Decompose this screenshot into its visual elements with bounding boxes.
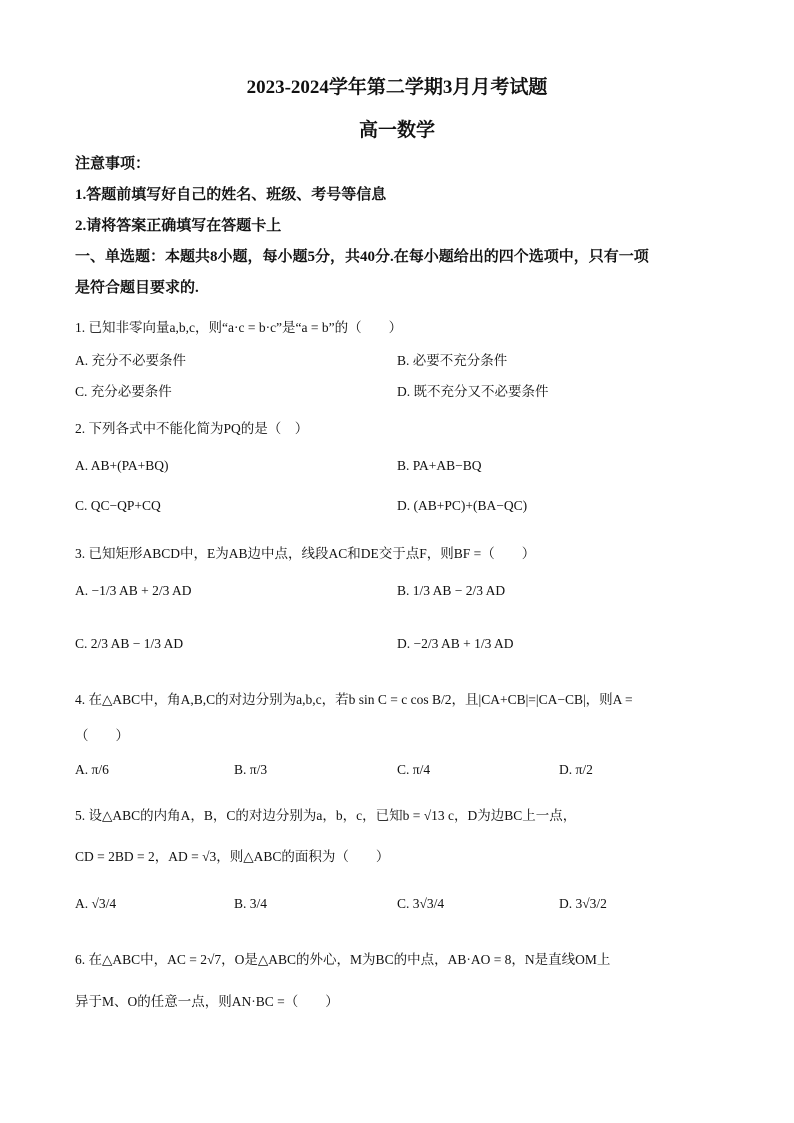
question-6-stem: 6. 在△ABC中，AC = 2√7，O是△ABC的外心，M为BC的中点，AB·AO = 8，N是直线OM上 (75, 952, 611, 967)
question-1-option-a: A. 充分不必要条件 (75, 353, 186, 368)
question-2-option-a: A. AB+(PA+BQ) (75, 458, 169, 473)
question-2-option-d: D. (AB+PC)+(BA−QC) (397, 498, 528, 513)
question-4-stem-cont: （ ） (75, 728, 129, 743)
question-1-option-c: C. 充分必要条件 (75, 384, 172, 399)
question-4-option-a: A. π/6 (75, 762, 109, 777)
notes-heading: 注意事项： (75, 156, 151, 172)
question-5-stem-cont: CD = 2BD = 2，AD = √3，则△ABC的面积为（ ） (75, 849, 390, 864)
question-5-stem: 5. 设△ABC的内角A，B，C的对边分别为a，b，c，已知b = √13 c，D为边BC上一点， (75, 808, 577, 823)
question-2-option-c: C. QC−QP+CQ (75, 498, 161, 513)
notes-item-1: 1.答题前填写好自己的姓名、班级、考号等信息 (75, 187, 387, 203)
question-5-option-c: C. 3√3/4 (397, 896, 445, 911)
exam-subject: 高一数学 (358, 120, 435, 141)
exam-title: 2023-2024学年第二学期3月月考试题 (246, 77, 548, 98)
question-3-option-b: B. 1/3 AB − 2/3 AD (397, 583, 506, 598)
question-3-option-d: D. −2/3 AB + 1/3 AD (397, 636, 514, 651)
section-instructions-line2: 是符合题目要求的. (75, 280, 199, 296)
question-3-option-a: A. −1/3 AB + 2/3 AD (75, 583, 192, 598)
question-4-option-b: B. π/3 (234, 762, 268, 777)
question-2-option-b: B. PA+AB−BQ (397, 458, 482, 473)
question-2-stem: 2. 下列各式中不能化简为PQ的是（ ） (75, 421, 309, 436)
question-1-option-b: B. 必要不充分条件 (397, 353, 508, 368)
question-4-stem: 4. 在△ABC中，角A,B,C的对边分别为a,b,c，若b sin C = c cos B/2，且|CA+CB|=|CA−CB|，则A = (75, 692, 633, 707)
question-5-option-b: B. 3/4 (234, 896, 268, 911)
question-4-option-c: C. π/4 (397, 762, 431, 777)
notes-item-2: 2.请将答案正确填写在答题卡上 (75, 218, 282, 234)
question-4-option-d: D. π/2 (559, 762, 593, 777)
question-3-stem: 3. 已知矩形ABCD中，E为AB边中点，线段AC和DE交于点F，则BF =（ ） (75, 546, 536, 561)
question-6-stem-cont: 异于M、O的任意一点，则AN·BC =（ ） (75, 994, 339, 1009)
question-3-option-c: C. 2/3 AB − 1/3 AD (75, 636, 184, 651)
question-5-option-a: A. √3/4 (75, 896, 117, 911)
question-1-stem: 1. 已知非零向量a,b,c，则“a·c = b·c”是“a = b”的（ ） (75, 320, 403, 335)
section-instructions-line1: 一、单选题：本题共8小题，每小题5分，共40分.在每小题给出的四个选项中，只有一项 (75, 249, 649, 265)
question-1-option-d: D. 既不充分又不必要条件 (397, 384, 549, 399)
question-5-option-d: D. 3√3/2 (559, 896, 607, 911)
